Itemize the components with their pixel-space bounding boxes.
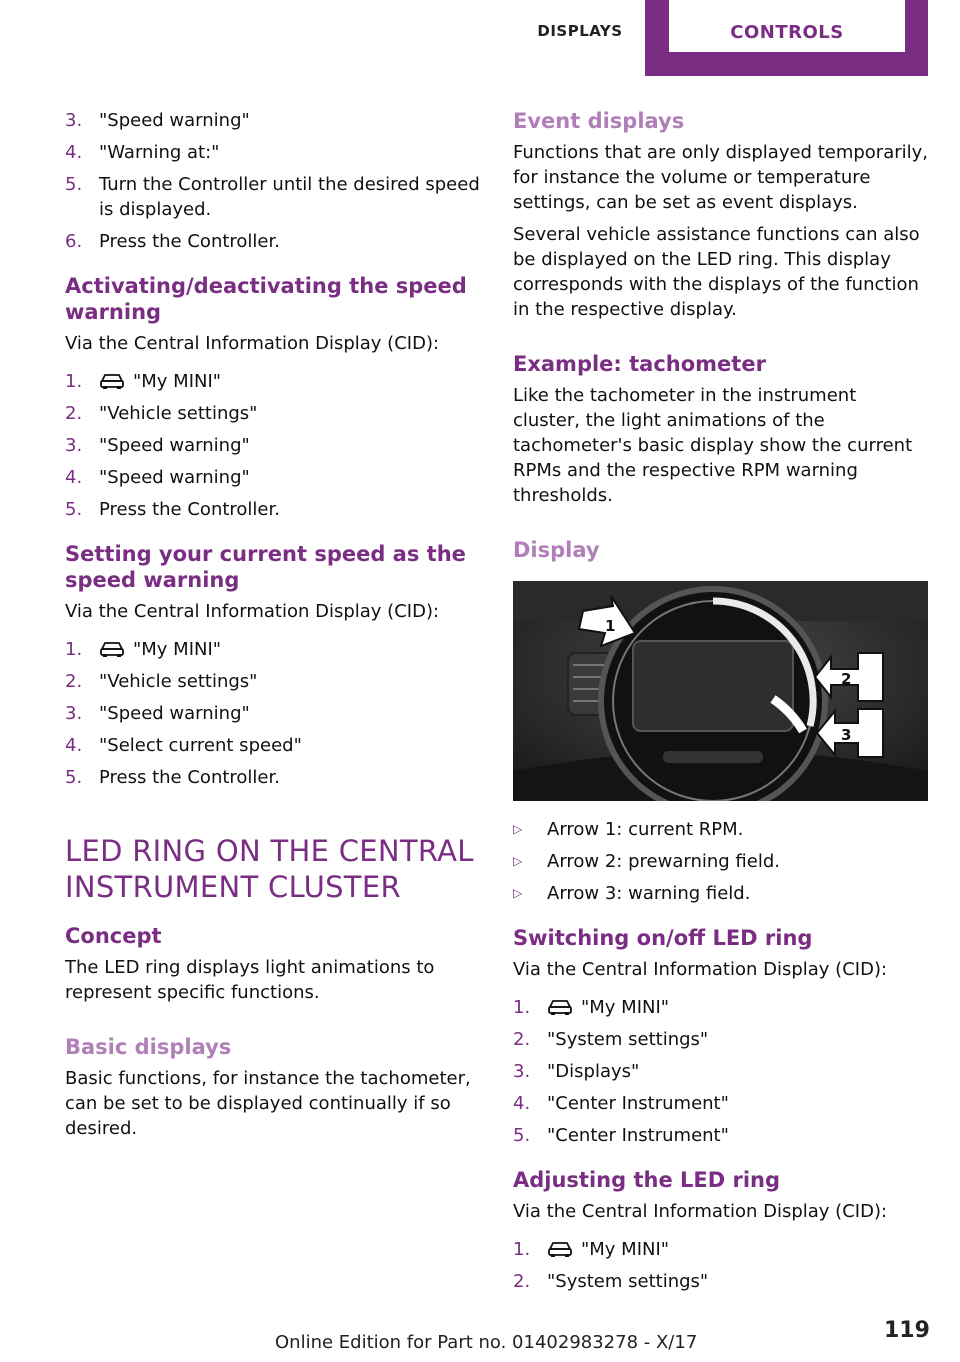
chapter-heading-led-ring: LED RING ON THE CENTRAL INSTRUMENT CLUSTER bbox=[65, 834, 474, 904]
step-number: 1. bbox=[513, 997, 531, 1018]
arrow-label-1: 1 bbox=[605, 617, 616, 635]
list-item bbox=[513, 1123, 928, 1148]
header-chapter-tab bbox=[645, 0, 928, 76]
list-item bbox=[65, 108, 480, 133]
step-number: 4. bbox=[65, 142, 83, 163]
step-number: 1. bbox=[65, 371, 83, 392]
step-number: 1. bbox=[65, 639, 83, 660]
list-item bbox=[65, 369, 480, 394]
steps-list-setting bbox=[65, 637, 480, 790]
bullet-text: Arrow 3: warning field. bbox=[547, 883, 751, 904]
list-item bbox=[65, 229, 480, 254]
steps-list-adjusting bbox=[513, 1237, 928, 1294]
triangle-bullet-icon: ▷ bbox=[513, 822, 523, 836]
bullet-text: Arrow 1: current RPM. bbox=[547, 819, 744, 840]
car-icon bbox=[99, 372, 125, 390]
list-item bbox=[513, 995, 928, 1020]
heading-switching-led-ring: Switching on/off LED ring bbox=[513, 926, 813, 950]
event-text-2: Several vehicle assistance functions can also be displayed on the LED ring. This display corresponds with the displays of the function in the respective display. bbox=[513, 224, 920, 320]
step-number: 5. bbox=[65, 174, 83, 195]
heading-event-displays: Event displays bbox=[513, 109, 685, 133]
step-text: "System settings" bbox=[547, 1271, 709, 1292]
list-item bbox=[65, 497, 480, 522]
heading-adjusting-led-ring: Adjusting the LED ring bbox=[513, 1168, 781, 1192]
triangle-bullet-icon: ▷ bbox=[513, 854, 523, 868]
step-number: 2. bbox=[513, 1029, 531, 1050]
step-number: 4. bbox=[65, 735, 83, 756]
step-text: "My MINI" bbox=[581, 1239, 670, 1260]
arrow-label-2: 2 bbox=[841, 670, 852, 688]
step-text: Press the Controller. bbox=[99, 231, 280, 252]
list-item bbox=[65, 637, 480, 662]
step-text: "Center Instrument" bbox=[547, 1125, 729, 1146]
list-item bbox=[65, 433, 480, 458]
intro-text: Via the Central Information Display (CID): bbox=[513, 1201, 888, 1222]
page-number: 119 bbox=[884, 1318, 930, 1343]
footer-edition: Online Edition for Part no. 01402983278 - X/17 bbox=[275, 1332, 698, 1353]
step-number: 3. bbox=[65, 435, 83, 456]
led-ring-photo bbox=[513, 581, 928, 801]
event-text-1: Functions that are only displayed temporarily, for instance the volume or temperature settings, can be set as event displays. bbox=[513, 142, 929, 213]
header-chapter-text: CONTROLS bbox=[730, 22, 844, 43]
bullet-text: Arrow 2: prewarning field. bbox=[547, 851, 780, 872]
step-number: 5. bbox=[65, 499, 83, 520]
car-icon bbox=[547, 1240, 573, 1258]
list-item bbox=[513, 1059, 928, 1084]
list-item bbox=[513, 1237, 928, 1262]
step-text: "Speed warning" bbox=[99, 110, 250, 131]
step-number: 3. bbox=[513, 1061, 531, 1082]
example-text: Like the tachometer in the instrument cluster, the light animations of the tachometer's basic display show the current RPMs and the respective RPM warning thresholds. bbox=[513, 385, 913, 506]
list-item bbox=[65, 701, 480, 726]
header-section-title: DISPLAYS bbox=[537, 22, 623, 40]
list-item bbox=[65, 465, 480, 490]
list-item bbox=[65, 669, 480, 694]
step-number: 5. bbox=[513, 1125, 531, 1146]
step-number: 2. bbox=[513, 1271, 531, 1292]
step-text: "System settings" bbox=[547, 1029, 709, 1050]
step-text: "My MINI" bbox=[133, 639, 222, 660]
step-text: "My MINI" bbox=[581, 997, 670, 1018]
car-icon bbox=[547, 998, 573, 1016]
step-number: 1. bbox=[513, 1239, 531, 1260]
intro-text: Via the Central Information Display (CID): bbox=[65, 601, 440, 622]
step-text: "Displays" bbox=[547, 1061, 640, 1082]
header-chapter-label bbox=[669, 0, 905, 52]
step-text: "Select current speed" bbox=[99, 735, 302, 756]
step-number: 4. bbox=[513, 1093, 531, 1114]
step-text: "Speed warning" bbox=[99, 467, 250, 488]
step-number: 2. bbox=[65, 671, 83, 692]
list-item bbox=[513, 881, 928, 906]
step-number: 3. bbox=[65, 110, 83, 131]
steps-list-switching bbox=[513, 995, 928, 1148]
list-item bbox=[65, 733, 480, 758]
step-number: 3. bbox=[65, 703, 83, 724]
step-text: "Center Instrument" bbox=[547, 1093, 729, 1114]
arrow-label-3: 3 bbox=[841, 726, 852, 744]
step-text: "Speed warning" bbox=[99, 703, 250, 724]
intro-text: Via the Central Information Display (CID): bbox=[513, 959, 888, 980]
list-item bbox=[65, 172, 480, 222]
list-item bbox=[65, 401, 480, 426]
heading-setting-current-speed: Setting your current speed as the speed warning bbox=[65, 542, 466, 592]
heading-basic-displays: Basic displays bbox=[65, 1035, 232, 1059]
left-column bbox=[65, 108, 480, 1148]
concept-text: The LED ring displays light animations to represent specific functions. bbox=[65, 957, 435, 1003]
list-item bbox=[513, 849, 928, 874]
step-text: "My MINI" bbox=[133, 371, 222, 392]
heading-concept: Concept bbox=[65, 924, 162, 948]
step-number: 4. bbox=[65, 467, 83, 488]
step-text: "Warning at:" bbox=[99, 142, 220, 163]
heading-display: Display bbox=[513, 538, 600, 562]
list-item bbox=[65, 140, 480, 165]
step-number: 6. bbox=[65, 231, 83, 252]
step-number: 2. bbox=[65, 403, 83, 424]
triangle-bullet-icon: ▷ bbox=[513, 886, 523, 900]
car-icon bbox=[99, 640, 125, 658]
step-text: "Vehicle settings" bbox=[99, 403, 258, 424]
list-item bbox=[513, 1091, 928, 1116]
step-text: Press the Controller. bbox=[99, 767, 280, 788]
step-text: Turn the Controller until the desired speed is displayed. bbox=[99, 174, 480, 220]
steps-list-speed-warning bbox=[65, 108, 480, 254]
step-text: Press the Controller. bbox=[99, 499, 280, 520]
basic-displays-text: Basic functions, for instance the tachometer, can be set to be displayed continually if so desired. bbox=[65, 1068, 471, 1139]
arrow-legend-list bbox=[513, 817, 928, 906]
list-item bbox=[65, 765, 480, 790]
right-column bbox=[513, 108, 928, 1301]
list-item bbox=[513, 817, 928, 842]
list-item bbox=[513, 1269, 928, 1294]
step-text: "Vehicle settings" bbox=[99, 671, 258, 692]
step-number: 5. bbox=[65, 767, 83, 788]
intro-text: Via the Central Information Display (CID): bbox=[65, 333, 440, 354]
list-item bbox=[513, 1027, 928, 1052]
heading-example-tachometer: Example: tachometer bbox=[513, 352, 766, 376]
steps-list-activating bbox=[65, 369, 480, 522]
heading-activating-speed-warning: Activating/deactivating the speed warning bbox=[65, 274, 467, 324]
step-text: "Speed warning" bbox=[99, 435, 250, 456]
